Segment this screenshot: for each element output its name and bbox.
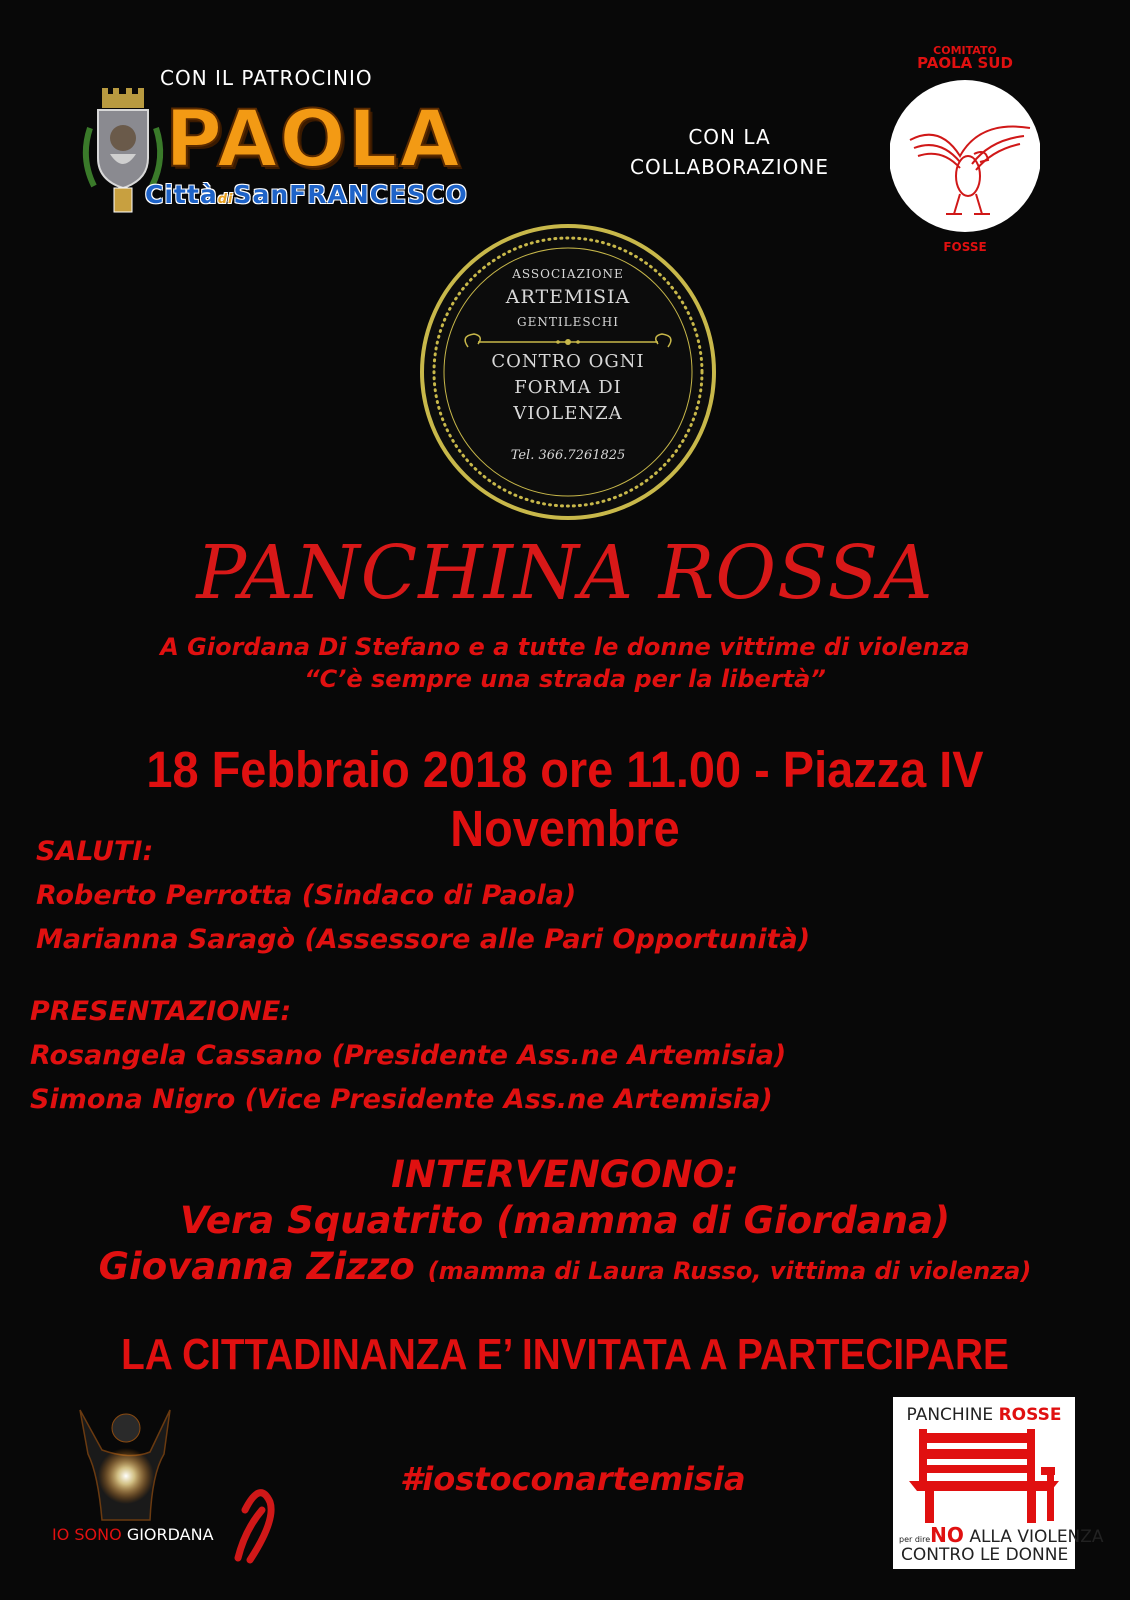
intervengono-item: [0, 1244, 1130, 1294]
panchine-rosse-logo: [893, 1397, 1104, 1569]
panchine-label-a: PANCHINE: [906, 1405, 994, 1425]
panchine-label-b: ROSSE: [998, 1405, 1062, 1425]
invitation-banner: LA CITTADINANZA E’ INVITATA A PARTECIPARE: [121, 1330, 1009, 1379]
panchine-label-c: ALLA VIOLENZA: [969, 1527, 1104, 1547]
seal-telephone: Tel. 366.7261825: [510, 448, 626, 463]
comitato-fosse-label: FOSSE: [943, 240, 987, 254]
presentazione-section: [30, 990, 786, 1122]
giordana-label-a: IO SONO: [52, 1525, 122, 1544]
artemisia-seal-text: [418, 222, 718, 522]
event-title: PANCHINA ROSSA: [196, 530, 934, 616]
panchine-small: per dire: [899, 1535, 931, 1544]
intervengono-heading: INTERVENGONO:: [391, 1153, 739, 1196]
paola-logo-word: PAOLA: [165, 95, 462, 185]
panchine-no-line: [899, 1523, 1104, 1547]
presentazione-heading: PRESENTAZIONE:: [30, 996, 292, 1027]
io-sono-giordana-label: [52, 1525, 214, 1544]
seal-motto: CONTRO OGNI FORMA DI VIOLENZA: [491, 351, 645, 424]
event-dedication: A Giordana Di Stefano e a tutte le donne vittime di violenza: [160, 633, 970, 661]
paola-sub-sanfrancesco: SanFRANCESCO: [233, 180, 468, 209]
intervengono-item2-name: Giovanna Zizzo: [98, 1245, 415, 1288]
comitato-title: [890, 44, 1040, 70]
panchine-no: NO: [930, 1523, 964, 1547]
panchine-contro-line: CONTRO LE DONNE: [901, 1545, 1069, 1565]
saluti-item: Roberto Perrotta (Sindaco di Paola): [36, 880, 577, 911]
comitato-eagle-logo: [890, 44, 1040, 256]
intervengono-item: Vera Squatrito (mamma di Giordana): [179, 1199, 950, 1242]
paola-sub-di: di: [217, 192, 234, 207]
presentazione-item: Rosangela Cassano (Presidente Ass.ne Artemisia): [30, 1040, 787, 1071]
giordana-label-b: GIORDANA: [126, 1525, 214, 1544]
event-date-place: 18 Febbraio 2018 ore 11.00 - Piazza IV Novembre: [146, 741, 984, 857]
intervengono-section: [0, 1152, 1130, 1294]
seal-gentileschi: GENTILESCHI: [517, 315, 619, 329]
comitato-line1: COMITATO: [933, 44, 997, 57]
seal-artemisia: ARTEMISIA: [505, 286, 631, 308]
patrocinio-label: CON IL PATROCINIO: [160, 66, 373, 90]
red-bench-icon: [905, 1429, 1063, 1525]
collaborazione-label: CON LA COLLABORAZIONE: [630, 125, 829, 179]
event-quote: “C’è sempre una strada per la libertà”: [304, 665, 826, 693]
paola-sub-citta: Città: [145, 180, 218, 209]
saluti-section: [36, 830, 810, 962]
saluti-item: Marianna Saragò (Assessore alle Pari Opportunità): [36, 924, 811, 955]
panchine-rosse-title: [893, 1405, 1075, 1425]
seal-associazione: ASSOCIAZIONE: [512, 267, 624, 281]
comitato-line2: PAOLA SUD: [917, 54, 1013, 72]
presentazione-item: Simona Nigro (Vice Presidente Ass.ne Artemisia): [30, 1084, 773, 1115]
paola-logo-subtitle: [145, 180, 468, 209]
saluti-heading: SALUTI:: [36, 836, 154, 867]
hashtag: #iostoconartemisia: [400, 1460, 746, 1498]
intervengono-item2-note: (mamma di Laura Russo, vittima di violenza): [427, 1257, 1032, 1285]
